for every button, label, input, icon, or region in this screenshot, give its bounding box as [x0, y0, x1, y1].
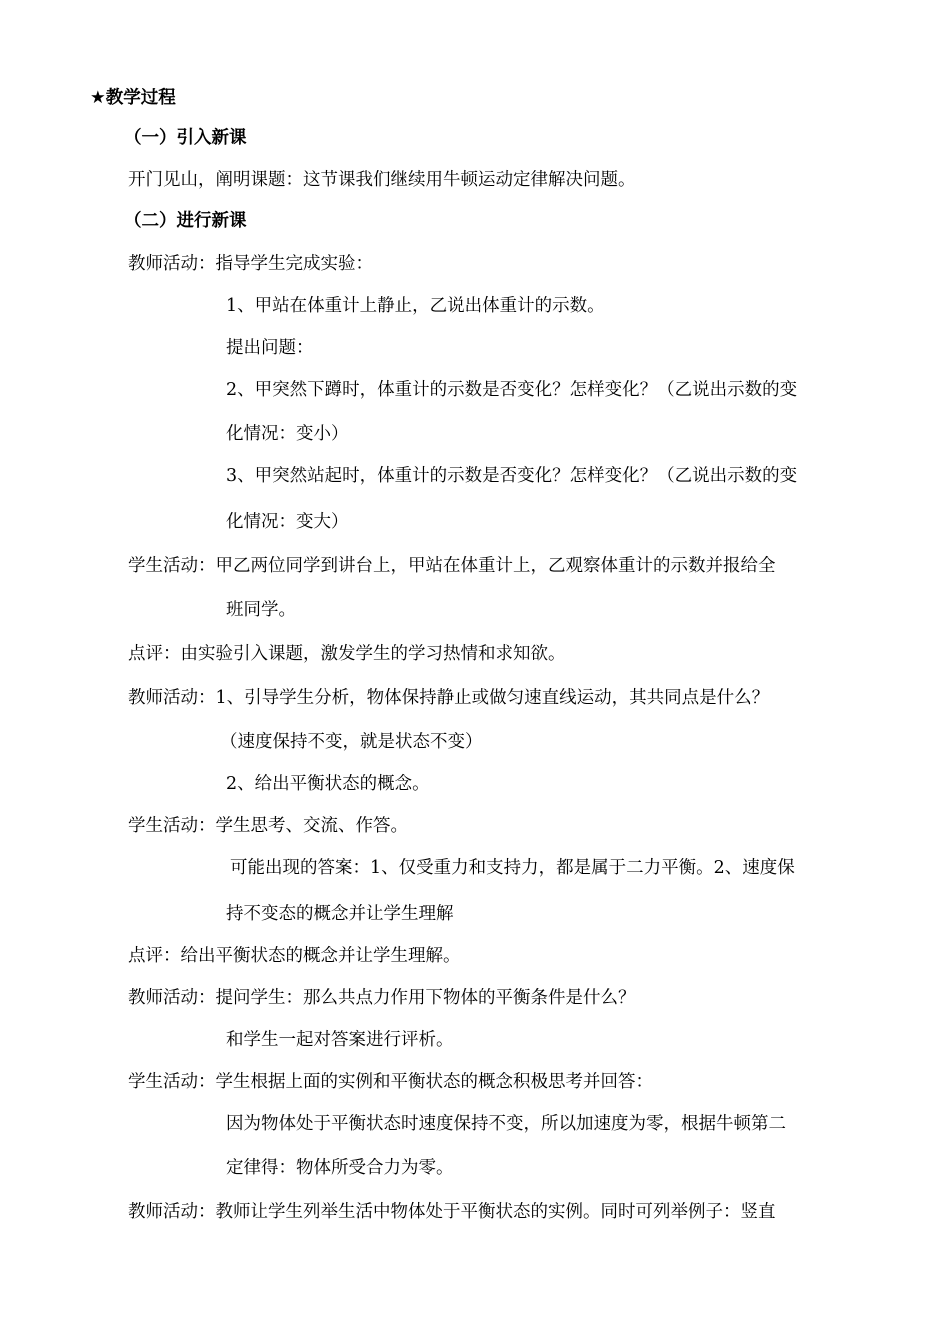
paragraph-line: 持不变态的概念并让学生理解 — [226, 904, 454, 924]
subsection-heading: （一）引入新课 — [124, 128, 247, 148]
paragraph-line: 教师活动：教师让学生列举生活中物体处于平衡状态的实例。同时可列举例子：竖直 — [128, 1202, 776, 1222]
paragraph-line: 学生活动：学生根据上面的实例和平衡状态的概念积极思考并回答： — [128, 1072, 653, 1092]
section-heading: ★教学过程 — [90, 88, 176, 108]
paragraph-line: 教师活动：1、引导学生分析，物体保持静止或做匀速直线运动，其共同点是什么？ — [128, 688, 770, 708]
paragraph-line: 学生活动：甲乙两位同学到讲台上，甲站在体重计上，乙观察体重计的示数并报给全 — [128, 556, 776, 576]
paragraph-line: 教师活动：指导学生完成实验： — [128, 254, 373, 274]
paragraph-line: （速度保持不变，就是状态不变） — [220, 732, 483, 752]
paragraph-line: 3、甲突然站起时，体重计的示数是否变化？怎样变化？（乙说出示数的变 — [226, 466, 798, 486]
paragraph-line: 开门见山，阐明课题：这节课我们继续用牛顿运动定律解决问题。 — [128, 170, 636, 190]
paragraph-line: 2、给出平衡状态的概念。 — [226, 774, 430, 794]
paragraph-line: 班同学。 — [226, 600, 296, 620]
paragraph-line: 因为物体处于平衡状态时速度保持不变，所以加速度为零，根据牛顿第二 — [226, 1114, 786, 1134]
paragraph-line: 2、甲突然下蹲时，体重计的示数是否变化？怎样变化？（乙说出示数的变 — [226, 380, 798, 400]
paragraph-line: 化情况：变大） — [226, 512, 349, 532]
paragraph-line: 可能出现的答案：1、仅受重力和支持力，都是属于二力平衡。2、速度保 — [230, 858, 795, 878]
paragraph-line: 1、甲站在体重计上静止，乙说出体重计的示数。 — [226, 296, 605, 316]
paragraph-line: 点评：给出平衡状态的概念并让学生理解。 — [128, 946, 461, 966]
paragraph-line: 点评：由实验引入课题，激发学生的学习热情和求知欲。 — [128, 644, 566, 664]
paragraph-line: 教师活动：提问学生：那么共点力作用下物体的平衡条件是什么？ — [128, 988, 636, 1008]
paragraph-line: 定律得：物体所受合力为零。 — [226, 1158, 454, 1178]
subsection-heading: （二）进行新课 — [124, 211, 247, 231]
paragraph-line: 提出问题： — [226, 338, 314, 358]
paragraph-line: 和学生一起对答案进行评析。 — [226, 1030, 454, 1050]
paragraph-line: 化情况：变小） — [226, 424, 349, 444]
paragraph-line: 学生活动：学生思考、交流、作答。 — [128, 816, 408, 836]
